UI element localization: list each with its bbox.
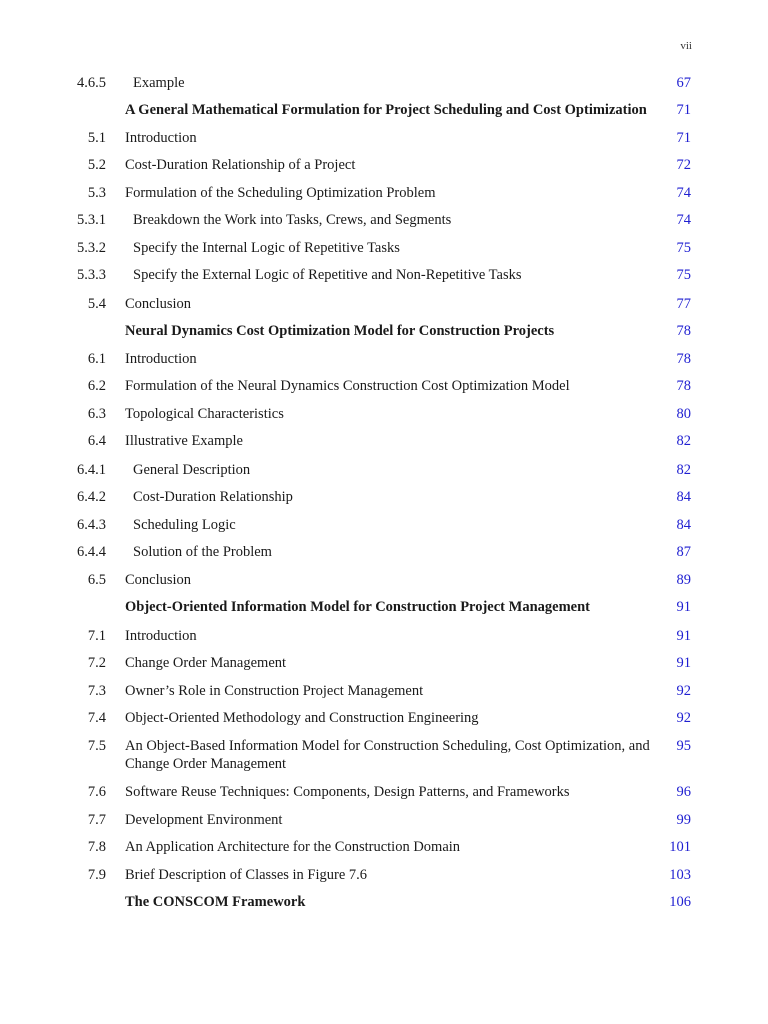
toc-entry-title: Solution of the Problem xyxy=(133,544,272,560)
toc-entry-title: Introduction xyxy=(125,130,197,146)
toc-page-link[interactable]: 71 xyxy=(676,130,691,146)
toc-page-link[interactable]: 75 xyxy=(676,240,691,256)
toc-entry-title: Cost-Duration Relationship of a Project xyxy=(125,157,356,173)
toc-entry-number: 7.1 xyxy=(87,628,106,644)
toc-entry-number: 6.4.1 xyxy=(77,462,106,478)
toc-entry-number: 6.3 xyxy=(87,406,106,422)
toc-entry-number: 7.5 xyxy=(87,738,106,754)
toc-page-link[interactable]: 80 xyxy=(676,406,691,422)
toc-entry-title: Breakdown the Work into Tasks, Crews, and Segments xyxy=(133,212,452,228)
toc-entry-number: 7.4 xyxy=(87,710,106,726)
toc-page-link[interactable]: 84 xyxy=(676,517,691,533)
toc-entry-number: 5.3 xyxy=(87,185,106,201)
toc-page-link[interactable]: 92 xyxy=(676,683,691,699)
toc-page-link[interactable]: 84 xyxy=(676,489,691,505)
toc-entry-number: 5.1 xyxy=(87,130,106,146)
toc-page-link[interactable]: 74 xyxy=(676,212,691,228)
toc-chapter-title: The CONSCOM Framework xyxy=(125,894,306,910)
toc-page-link[interactable]: 82 xyxy=(676,462,691,478)
toc-page-link[interactable]: 106 xyxy=(669,894,691,910)
toc-entry-title: Formulation of the Neural Dynamics Construction Cost Optimization Model xyxy=(125,378,570,394)
toc-entry-number: 6.2 xyxy=(87,378,106,394)
toc-entry-title: Owner’s Role in Construction Project Management xyxy=(125,683,424,699)
toc-entry-title: Specify the External Logic of Repetitive and Non-Repetitive Tasks xyxy=(133,267,522,283)
toc-entry-title: Specify the Internal Logic of Repetitive Tasks xyxy=(133,240,400,256)
toc-entry-title: Conclusion xyxy=(125,296,192,312)
toc-entry-number: 5.3.3 xyxy=(77,267,106,283)
toc-page-link[interactable]: 91 xyxy=(676,655,691,671)
toc-page-link[interactable]: 72 xyxy=(676,157,691,173)
toc-entry-number: 4.6.5 xyxy=(77,75,106,91)
toc-entry-number: 5.4 xyxy=(87,296,106,312)
toc-entry-number: 7.6 xyxy=(87,784,106,800)
toc-page-link[interactable]: 71 xyxy=(676,102,691,118)
toc-page-link[interactable]: 77 xyxy=(676,296,691,312)
toc-entry-title: Software Reuse Techniques: Components, Design Patterns, and Frameworks xyxy=(125,784,570,800)
toc-entry-title: Illustrative Example xyxy=(125,433,243,449)
toc-entry-title: Cost-Duration Relationship xyxy=(133,489,293,505)
toc-entry-title: Change Order Management xyxy=(125,655,287,671)
toc-page-link[interactable]: 82 xyxy=(676,433,691,449)
toc-entry-title: Formulation of the Scheduling Optimization Problem xyxy=(125,185,436,201)
toc-entry-title: General Description xyxy=(133,462,251,478)
toc-page-link[interactable]: 87 xyxy=(676,544,691,560)
toc-page-link[interactable]: 101 xyxy=(669,839,691,855)
toc-page-link[interactable]: 99 xyxy=(676,812,691,828)
toc-entry-number: 7.8 xyxy=(87,839,106,855)
toc-chapter-title: Object-Oriented Information Model for Construction Project Management xyxy=(125,599,590,615)
page-number: vii xyxy=(680,40,692,52)
toc-entry-number: 7.3 xyxy=(87,683,106,699)
toc-page-link[interactable]: 78 xyxy=(676,323,691,339)
toc-page-link[interactable]: 67 xyxy=(676,75,691,91)
toc-entry-number: 6.5 xyxy=(87,572,106,588)
toc-entry-title: Scheduling Logic xyxy=(133,517,236,533)
toc-page-link[interactable]: 78 xyxy=(676,351,691,367)
toc-entry-number: 6.4.3 xyxy=(77,517,106,533)
toc-page-link[interactable]: 89 xyxy=(676,572,691,588)
toc-page-link[interactable]: 91 xyxy=(676,599,691,615)
toc-page-link[interactable]: 103 xyxy=(669,867,691,883)
toc-entry-number: 7.7 xyxy=(87,812,106,828)
toc-entry-title: Introduction xyxy=(125,351,197,367)
toc-entry-number: 6.4.2 xyxy=(77,489,106,505)
toc-chapter-title: A General Mathematical Formulation for Project Scheduling and Cost Optimization xyxy=(125,102,647,118)
toc-page-link[interactable]: 91 xyxy=(676,628,691,644)
toc-entry-number: 6.4 xyxy=(87,433,106,449)
toc-entry-title: An Object-Based Information Model for Construction Scheduling, Cost Optimization, and Change Order Management xyxy=(125,738,650,772)
toc-entry-title: Brief Description of Classes in Figure 7.6 xyxy=(125,867,368,883)
toc-page-link[interactable]: 95 xyxy=(676,738,691,754)
toc-entry-number: 5.2 xyxy=(87,157,106,173)
toc-entry-title: Example xyxy=(133,75,185,91)
toc-entry-title: Conclusion xyxy=(125,572,192,588)
toc-entry-title: Topological Characteristics xyxy=(125,406,284,422)
toc-page-link[interactable]: 78 xyxy=(676,378,691,394)
toc-page-link[interactable]: 74 xyxy=(676,185,691,201)
toc-entry-number: 7.9 xyxy=(87,867,106,883)
toc-entry-number: 5.3.1 xyxy=(77,212,106,228)
toc-entry-title: Development Environment xyxy=(125,812,283,828)
toc-entry-title: Object-Oriented Methodology and Construction Engineering xyxy=(125,710,479,726)
toc-page-link[interactable]: 96 xyxy=(676,784,691,800)
toc-entry-number: 6.4.4 xyxy=(77,544,106,560)
toc-entry-number: 5.3.2 xyxy=(77,240,106,256)
toc-page-link[interactable]: 75 xyxy=(676,267,691,283)
toc-entry-number: 6.1 xyxy=(87,351,106,367)
toc-chapter-title: Neural Dynamics Cost Optimization Model for Construction Projects xyxy=(125,323,555,339)
toc-entry-title: Introduction xyxy=(125,628,197,644)
toc-entry-title: An Application Architecture for the Construction Domain xyxy=(125,839,461,855)
toc-entry-number: 7.2 xyxy=(87,655,106,671)
toc-page-link[interactable]: 92 xyxy=(676,710,691,726)
